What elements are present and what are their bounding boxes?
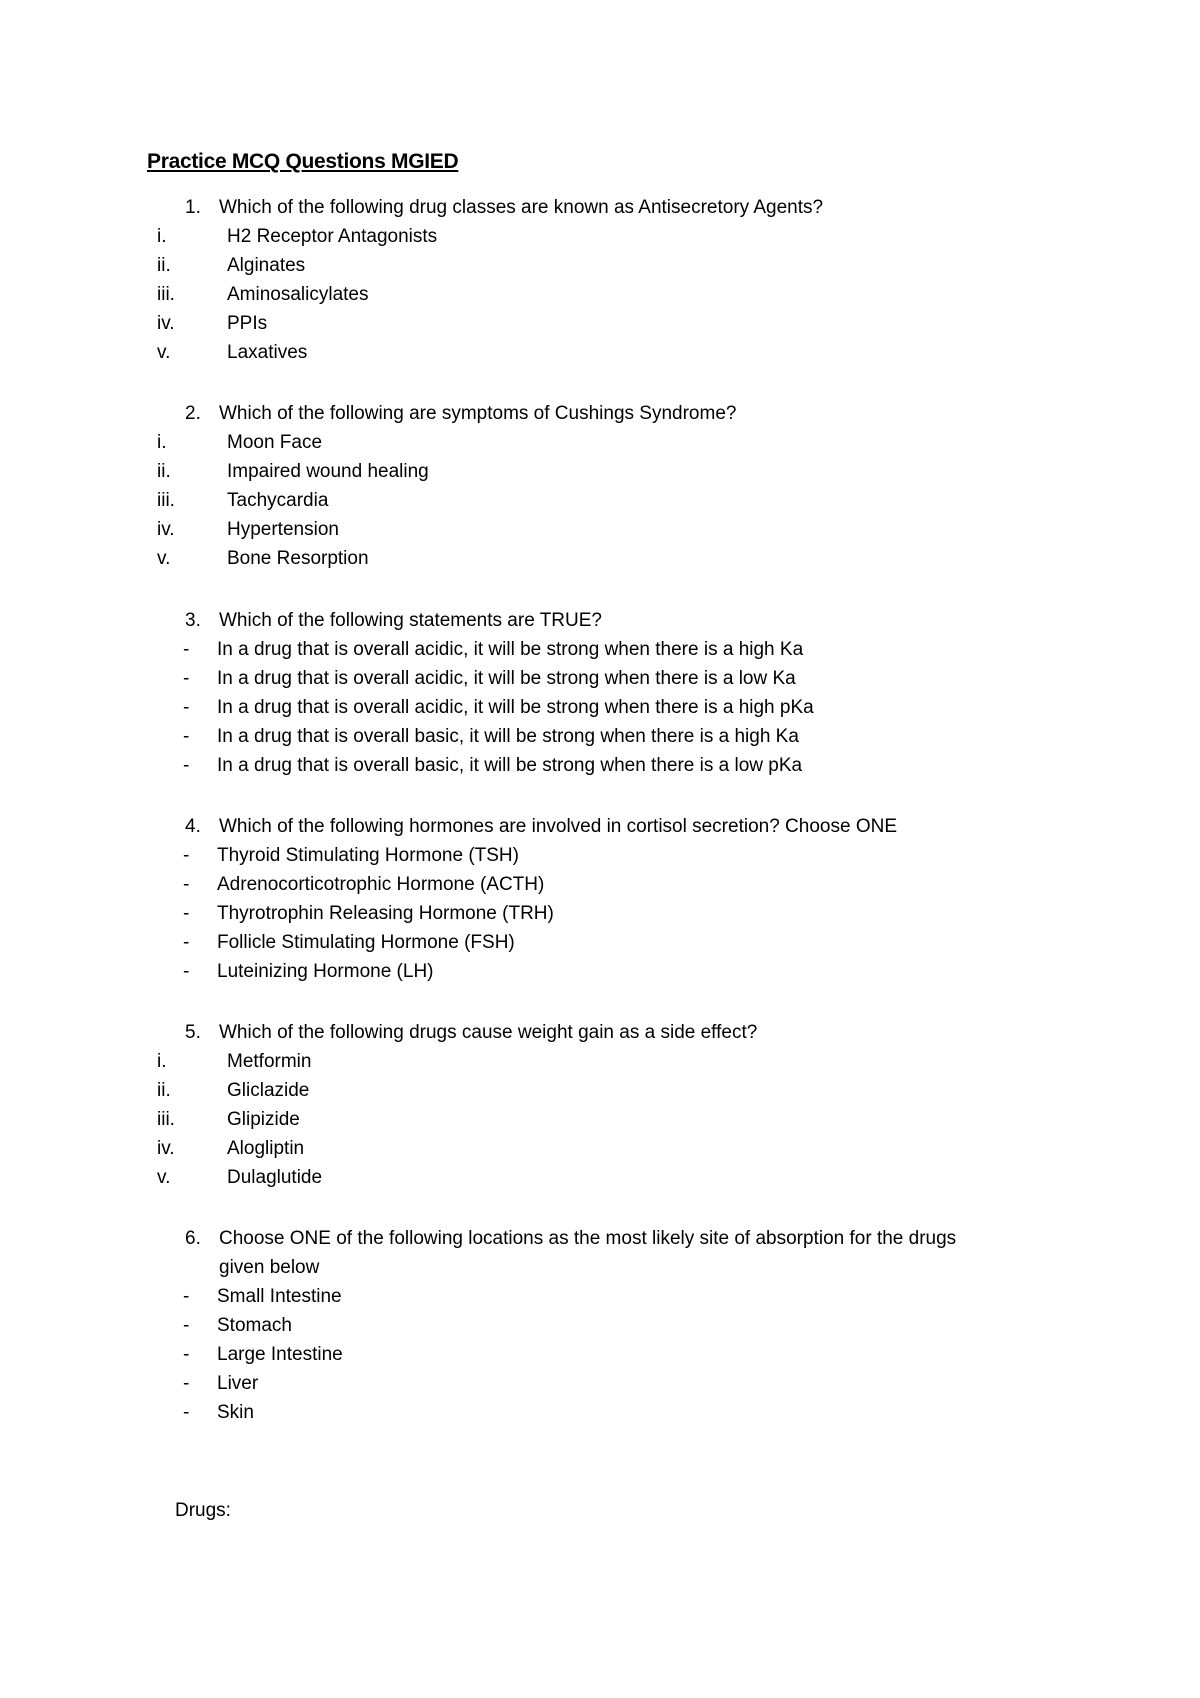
question-text: Which of the following are symptoms of Cushings Syndrome?: [219, 403, 737, 424]
option-text: Liver: [217, 1373, 259, 1394]
question-3: [185, 606, 1055, 780]
option-text: Alginates: [227, 255, 306, 276]
option-text: Moon Face: [227, 432, 323, 453]
question-4: [185, 812, 1055, 986]
option-marker: -: [183, 697, 190, 718]
option-text: In a drug that is overall acidic, it will be strong when there is a low Ka: [217, 668, 796, 689]
option-text: Glipizide: [227, 1109, 300, 1130]
question-number: 3.: [185, 610, 201, 631]
option-marker: -: [183, 668, 190, 689]
question-6: [185, 1224, 1055, 1427]
question-number: 6.: [185, 1228, 201, 1249]
option-text: Adrenocorticotrophic Hormone (ACTH): [217, 874, 545, 895]
question-text: Which of the following hormones are involved in cortisol secretion? Choose ONE: [219, 816, 897, 837]
option-text: Follicle Stimulating Hormone (FSH): [217, 932, 515, 953]
option-text: In a drug that is overall basic, it will be strong when there is a low pKa: [217, 755, 803, 776]
option-marker: i.: [157, 226, 167, 247]
option-item: [181, 664, 1055, 693]
option-item: [157, 428, 1055, 457]
document-title: Practice MCQ Questions MGIED: [147, 150, 459, 173]
option-text: In a drug that is overall basic, it will be strong when there is a high Ka: [217, 726, 799, 747]
option-list: [157, 428, 1055, 573]
option-text: Tachycardia: [227, 490, 329, 511]
option-item: [157, 251, 1055, 280]
option-text: Dulaglutide: [227, 1167, 323, 1188]
option-item: [157, 544, 1055, 573]
question-text-continued: given below: [219, 1257, 320, 1278]
question-1: [157, 193, 1055, 367]
option-item: [181, 870, 1055, 899]
option-marker: iv.: [157, 519, 175, 540]
option-marker: ii.: [157, 255, 171, 276]
question-number: 5.: [185, 1022, 201, 1043]
option-marker: ii.: [157, 1080, 171, 1101]
option-item: [157, 280, 1055, 309]
option-marker: v.: [157, 548, 171, 569]
option-text: Gliclazide: [227, 1080, 310, 1101]
option-item: [181, 693, 1055, 722]
option-text: Bone Resorption: [227, 548, 369, 569]
option-marker: v.: [157, 342, 171, 363]
option-text: Skin: [217, 1402, 254, 1423]
option-text: Thyrotrophin Releasing Hormone (TRH): [217, 903, 554, 924]
drugs-label: Drugs:: [175, 1500, 231, 1521]
option-marker: -: [183, 874, 190, 895]
option-marker: iii.: [157, 490, 175, 511]
option-text: Laxatives: [227, 342, 308, 363]
option-marker: -: [183, 1344, 190, 1365]
option-marker: -: [183, 1315, 190, 1336]
option-item: [181, 722, 1055, 751]
option-marker: -: [183, 726, 190, 747]
question-number: 4.: [185, 816, 201, 837]
option-marker: -: [183, 1286, 190, 1307]
option-marker: iii.: [157, 1109, 175, 1130]
question-text: Which of the following drugs cause weight gain as a side effect?: [219, 1022, 758, 1043]
option-item: [157, 1134, 1055, 1163]
option-marker: -: [183, 1373, 190, 1394]
option-marker: iv.: [157, 1138, 175, 1159]
question-text: Which of the following drug classes are known as Antisecretory Agents?: [219, 197, 824, 218]
option-text: Metformin: [227, 1051, 312, 1072]
option-text: In a drug that is overall acidic, it will be strong when there is a high pKa: [217, 697, 814, 718]
option-text: In a drug that is overall acidic, it will be strong when there is a high Ka: [217, 639, 804, 660]
option-item: [181, 751, 1055, 780]
option-text: Small Intestine: [217, 1286, 342, 1307]
option-item: [157, 1163, 1055, 1192]
option-text: Luteinizing Hormone (LH): [217, 961, 434, 982]
question-number: 2.: [185, 403, 201, 424]
option-item: [157, 1047, 1055, 1076]
option-item: [181, 1340, 1055, 1369]
option-marker: -: [183, 961, 190, 982]
option-marker: iv.: [157, 313, 175, 334]
option-list: [157, 222, 1055, 367]
option-marker: -: [183, 845, 190, 866]
option-list: [181, 635, 1055, 780]
question-2: [157, 399, 1055, 573]
option-marker: v.: [157, 1167, 171, 1188]
option-list: [181, 1282, 1055, 1427]
option-list: [181, 841, 1055, 986]
option-item: [181, 957, 1055, 986]
option-item: [181, 899, 1055, 928]
option-marker: -: [183, 932, 190, 953]
question-number: 1.: [185, 197, 201, 218]
option-marker: -: [183, 1402, 190, 1423]
option-marker: i.: [157, 432, 167, 453]
question-5: [157, 1018, 1055, 1192]
option-text: Thyroid Stimulating Hormone (TSH): [217, 845, 519, 866]
option-text: Hypertension: [227, 519, 339, 540]
option-item: [157, 222, 1055, 251]
option-text: Impaired wound healing: [227, 461, 429, 482]
option-item: [157, 309, 1055, 338]
option-text: H2 Receptor Antagonists: [227, 226, 438, 247]
option-list: [157, 1047, 1055, 1192]
option-text: Large Intestine: [217, 1344, 343, 1365]
option-marker: -: [183, 755, 190, 776]
option-item: [157, 338, 1055, 367]
option-marker: i.: [157, 1051, 167, 1072]
option-text: PPIs: [227, 313, 268, 334]
option-item: [157, 486, 1055, 515]
option-marker: -: [183, 903, 190, 924]
option-item: [181, 1282, 1055, 1311]
option-item: [157, 515, 1055, 544]
option-marker: iii.: [157, 284, 175, 305]
option-text: Aminosalicylates: [227, 284, 369, 305]
option-item: [181, 635, 1055, 664]
option-marker: ii.: [157, 461, 171, 482]
option-item: [181, 1311, 1055, 1340]
option-item: [181, 841, 1055, 870]
option-item: [157, 1076, 1055, 1105]
option-item: [157, 1105, 1055, 1134]
question-text: Which of the following statements are TRUE?: [219, 610, 602, 631]
option-item: [181, 1398, 1055, 1427]
option-item: [181, 928, 1055, 957]
option-marker: -: [183, 639, 190, 660]
option-item: [157, 457, 1055, 486]
question-text: Choose ONE of the following locations as the most likely site of absorption for the drugs: [219, 1228, 957, 1249]
option-text: Alogliptin: [227, 1138, 305, 1159]
option-text: Stomach: [217, 1315, 292, 1336]
option-item: [181, 1369, 1055, 1398]
